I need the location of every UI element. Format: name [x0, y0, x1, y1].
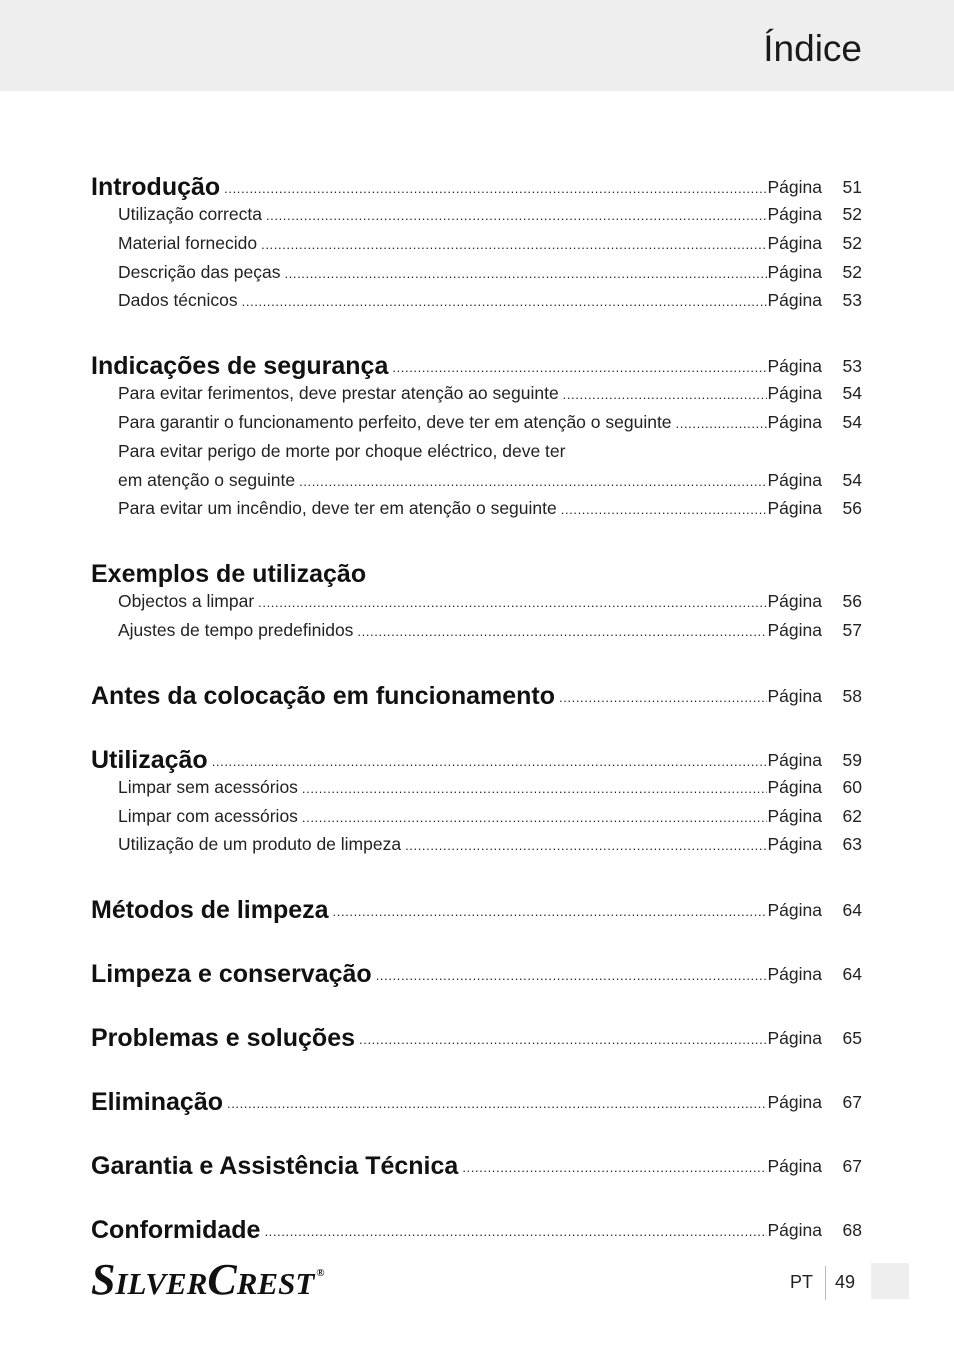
- toc-subentry-label: Para evitar ferimentos, deve prestar atenção ao seguinte: [118, 383, 559, 404]
- toc-entry-page: 64: [842, 900, 862, 921]
- toc-entry-page: 67: [842, 1156, 862, 1177]
- page-label: Página: [767, 834, 822, 855]
- toc-subentry[interactable]: [91, 620, 862, 649]
- dot-leader: [392, 360, 766, 383]
- toc-subentry-label: Material fornecido: [118, 232, 258, 253]
- dot-leader: [676, 416, 767, 431]
- dot-leader: [462, 1160, 766, 1183]
- dot-leader: [563, 387, 767, 402]
- dot-leader: [224, 181, 766, 204]
- toc-subentry-line[interactable]: [91, 441, 862, 470]
- toc-entry-page: 58: [842, 685, 862, 706]
- toc-subentry-label: Limpar sem acessórios: [118, 776, 298, 797]
- dot-leader: [302, 810, 767, 825]
- page-label: Página: [767, 411, 822, 432]
- page-label: Página: [767, 498, 822, 519]
- dot-leader: [561, 502, 767, 517]
- page-label: Página: [767, 591, 822, 612]
- toc-entry-page: 59: [842, 749, 862, 770]
- toc-entry-title: Problemas e soluções: [91, 1024, 356, 1053]
- page-label: Página: [767, 177, 822, 197]
- toc-subentry[interactable]: [91, 204, 862, 233]
- registered-mark: ®: [316, 1267, 325, 1279]
- toc-entry-title: Limpeza e conservação: [91, 960, 372, 989]
- dot-leader: [258, 595, 766, 610]
- toc-subentry[interactable]: [91, 591, 862, 620]
- toc-subentry-label: Utilização de um produto de limpeza: [118, 834, 402, 855]
- toc-entry[interactable]: [91, 166, 862, 204]
- toc-entry-page: 68: [842, 1220, 862, 1241]
- toc-section: [91, 1145, 862, 1183]
- toc-entry[interactable]: [91, 345, 862, 383]
- dot-leader: [261, 237, 766, 252]
- dot-leader: [559, 690, 767, 713]
- toc-entry-page: 53: [842, 356, 862, 377]
- brand-logo-c: C: [207, 1255, 237, 1304]
- toc-entry-title: Conformidade: [91, 1216, 261, 1245]
- toc-subentry-page: 56: [842, 498, 862, 519]
- dot-leader: [299, 474, 766, 489]
- dot-leader: [359, 1032, 766, 1055]
- toc-section: [91, 553, 862, 649]
- toc-subentry[interactable]: [91, 383, 862, 412]
- page-label: Página: [767, 290, 822, 311]
- footer-divider: [825, 1266, 826, 1300]
- toc-entry[interactable]: [91, 1081, 862, 1119]
- toc-entry-page: 67: [842, 1092, 862, 1113]
- page-label: Página: [767, 1156, 822, 1177]
- toc-subentry-label: Para evitar perigo de morte por choque eléctrico, deve ter: [118, 440, 566, 461]
- toc-entry-page: 64: [842, 964, 862, 985]
- page-label: Página: [767, 805, 822, 826]
- toc-entry-title: Introdução: [91, 173, 221, 201]
- dot-leader: [405, 838, 766, 853]
- dot-leader: [376, 968, 767, 991]
- page-label: Página: [767, 232, 822, 253]
- toc-entry-title: Eliminação: [91, 1088, 223, 1117]
- toc-subentry-page: 57: [842, 619, 862, 640]
- toc-subentry-page: 52: [842, 204, 862, 224]
- footer-tab-box: [871, 1263, 909, 1299]
- page-label: Página: [767, 1220, 822, 1241]
- toc-subentry-label: Para evitar um incêndio, deve ter em atenção o seguinte: [118, 498, 557, 519]
- toc-subentry-page: 52: [842, 232, 862, 253]
- page-label: Página: [767, 261, 822, 282]
- page-label: Página: [767, 469, 822, 490]
- page-number: 49: [835, 1272, 856, 1292]
- toc-subentry[interactable]: [91, 777, 862, 806]
- toc-section: [91, 345, 862, 527]
- toc-entry[interactable]: [91, 889, 862, 927]
- brand-logo-ilver: ILVER: [115, 1266, 208, 1301]
- toc-entry[interactable]: [91, 1145, 862, 1183]
- toc-subentry-label: Para garantir o funcionamento perfeito, deve ter em atenção o seguinte: [118, 411, 672, 432]
- toc-entry-title: Utilização: [91, 745, 208, 774]
- toc-subentry[interactable]: [91, 834, 862, 863]
- page-title: Índice: [763, 28, 862, 69]
- toc-subentry-label: Descrição das peças: [118, 261, 281, 282]
- toc-entry-page: 65: [842, 1028, 862, 1049]
- toc-entry[interactable]: [91, 953, 862, 991]
- toc-subentry-page: 62: [842, 805, 862, 826]
- toc-entry[interactable]: [91, 1017, 862, 1055]
- page-label: Página: [767, 776, 822, 797]
- dot-leader: [357, 624, 766, 639]
- brand-logo-rest: REST: [236, 1266, 315, 1301]
- page-label: Página: [767, 619, 822, 640]
- toc-subentry-label-cont: em atenção o seguinte: [118, 469, 296, 490]
- toc-section: [91, 1081, 862, 1119]
- page-label: Página: [767, 356, 822, 377]
- toc-subentry-page: 63: [842, 834, 862, 855]
- toc-subentry-page: 54: [842, 411, 862, 432]
- toc-subentry-page: 54: [842, 383, 862, 404]
- dot-leader: [333, 904, 767, 927]
- toc-entry[interactable]: [91, 1209, 862, 1247]
- toc-section: [91, 166, 862, 319]
- toc-subentry-label: Dados técnicos: [118, 290, 238, 311]
- dot-leader: [264, 1224, 766, 1247]
- page-label: Página: [767, 685, 822, 706]
- toc-section: [91, 1017, 862, 1055]
- toc-section: [91, 1209, 862, 1247]
- brand-logo: [91, 1255, 325, 1304]
- toc-entry-title: Antes da colocação em funcionamento: [91, 681, 555, 710]
- brand-logo-s: S: [91, 1255, 116, 1304]
- page-label: Página: [767, 749, 822, 770]
- toc-entry-title: Métodos de limpeza: [91, 896, 329, 925]
- dot-leader: [284, 266, 766, 281]
- toc-entry[interactable]: [91, 675, 862, 713]
- toc-entry-page: 51: [842, 177, 862, 197]
- dot-leader: [212, 754, 767, 777]
- page-label: Página: [767, 964, 822, 985]
- toc-entry-title: Indicações de segurança: [91, 352, 389, 381]
- toc-entry-title: Garantia e Assistência Técnica: [91, 1152, 459, 1181]
- toc-subentry[interactable]: [91, 470, 862, 499]
- toc-subentry[interactable]: [91, 412, 862, 441]
- page-label: Página: [767, 204, 822, 224]
- toc-subentry[interactable]: [91, 262, 862, 291]
- toc-subentry[interactable]: [91, 498, 862, 527]
- toc-section: [91, 953, 862, 991]
- toc-subentry-page: 52: [842, 261, 862, 282]
- toc-section: [91, 675, 862, 713]
- language-code: PT: [790, 1272, 814, 1292]
- toc-section: [91, 739, 862, 863]
- toc-subentry-page: 53: [842, 290, 862, 311]
- toc-subentry[interactable]: [91, 233, 862, 262]
- dot-leader: [266, 208, 767, 223]
- dot-leader: [227, 1096, 767, 1119]
- toc-entry[interactable]: [91, 739, 862, 777]
- page-label: Página: [767, 1028, 822, 1049]
- toc-subentry-page: 60: [842, 776, 862, 797]
- toc-subentry-label: Limpar com acessórios: [118, 805, 298, 826]
- dot-leader: [242, 294, 767, 309]
- table-of-contents: [91, 166, 862, 1273]
- toc-entry-title: Exemplos de utilização: [91, 560, 367, 589]
- toc-entry[interactable]: [91, 553, 862, 591]
- toc-subentry-page: 54: [842, 469, 862, 490]
- toc-subentry-label: Utilização correcta: [118, 204, 262, 224]
- page-label: Página: [767, 383, 822, 404]
- dot-leader: [302, 781, 767, 796]
- toc-subentry-label: Ajustes de tempo predefinidos: [118, 619, 354, 640]
- toc-subentry-page: 56: [842, 591, 862, 612]
- toc-subentry-label: Objectos a limpar: [118, 591, 255, 612]
- page-label: Página: [767, 900, 822, 921]
- page-label: Página: [767, 1092, 822, 1113]
- toc-section: [91, 889, 862, 927]
- toc-subentry[interactable]: [91, 806, 862, 835]
- toc-subentry[interactable]: [91, 290, 862, 319]
